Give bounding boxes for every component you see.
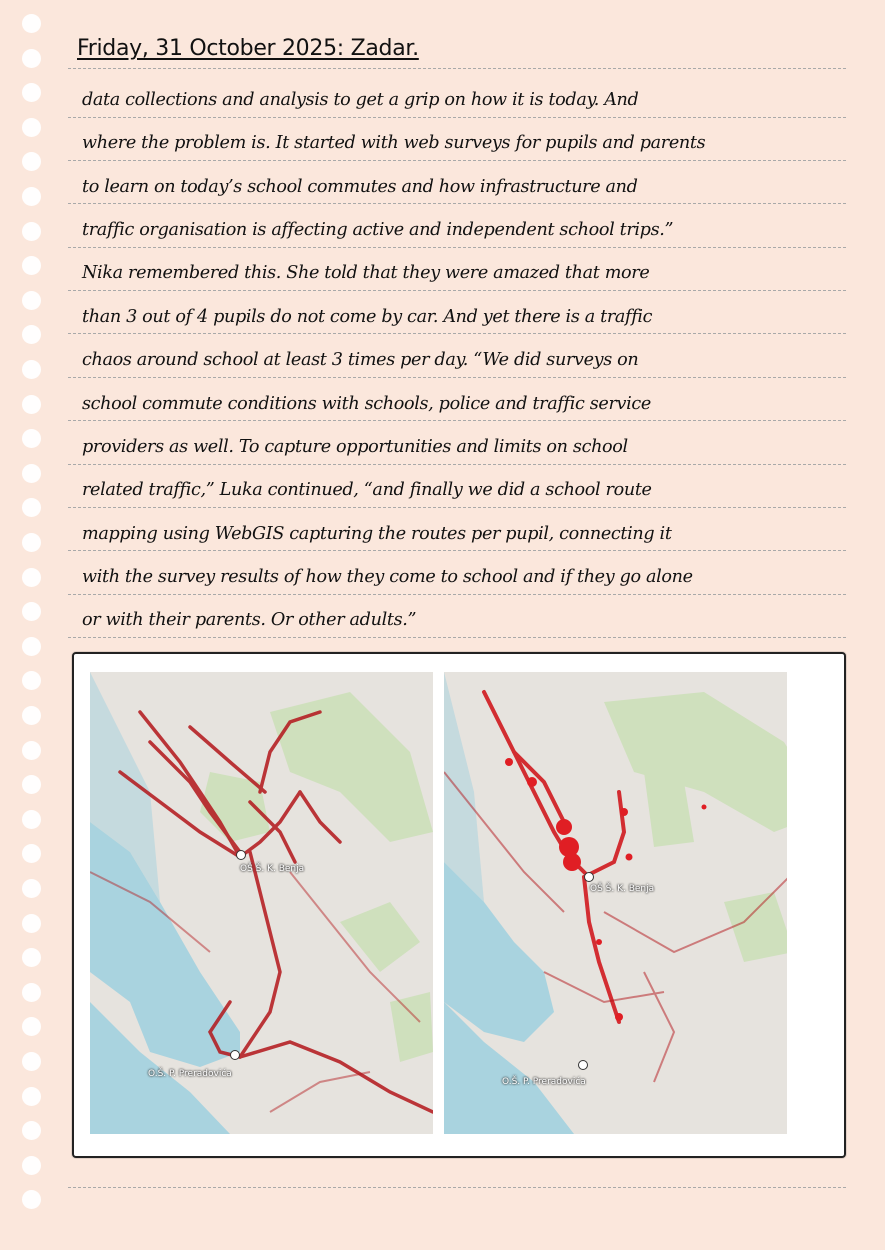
- school-pin: [230, 1050, 240, 1060]
- ruled-line: [68, 377, 846, 378]
- binder-hole: [22, 914, 41, 933]
- ruled-line: [68, 290, 846, 291]
- binder-hole: [22, 429, 41, 448]
- binder-hole: [22, 602, 41, 621]
- route-map-left: [90, 672, 433, 1134]
- ruled-line: [68, 160, 846, 161]
- text-line: providers as well. To capture opportunities and limits on school: [82, 437, 628, 457]
- ruled-line: [68, 507, 846, 508]
- ruled-line: [68, 117, 846, 118]
- binder-hole: [22, 464, 41, 483]
- school-pin: [236, 850, 246, 860]
- binder-hole: [22, 1156, 41, 1175]
- binder-hole: [22, 152, 41, 171]
- binder-holes: [22, 0, 44, 1250]
- text-line: to learn on today’s school commutes and how infrastructure and: [82, 177, 638, 197]
- binder-hole: [22, 498, 41, 517]
- ruled-line: [68, 333, 846, 334]
- ruled-line: [68, 247, 846, 248]
- binder-hole: [22, 14, 41, 33]
- binder-hole: [22, 741, 41, 760]
- ruled-line: [68, 594, 846, 595]
- binder-hole: [22, 568, 41, 587]
- text-line: related traffic,” Luka continued, “and finally we did a school route: [82, 480, 652, 500]
- text-line: data collections and analysis to get a grip on how it is today. And: [82, 90, 639, 110]
- text-line: mapping using WebGIS capturing the routes per pupil, connecting it: [82, 524, 672, 544]
- ruled-line: [68, 1187, 846, 1188]
- text-line: with the survey results of how they come to school and if they go alone: [82, 567, 693, 587]
- text-line: or with their parents. Or other adults.”: [82, 610, 417, 630]
- binder-hole: [22, 291, 41, 310]
- text-line: school commute conditions with schools, police and traffic service: [82, 394, 651, 414]
- school-label: OŠ Š. K. Benja: [240, 864, 305, 874]
- binder-hole: [22, 533, 41, 552]
- binder-hole: [22, 983, 41, 1002]
- binder-hole: [22, 671, 41, 690]
- text-line: than 3 out of 4 pupils do not come by car. And yet there is a traffic: [82, 307, 653, 327]
- binder-hole: [22, 948, 41, 967]
- binder-hole: [22, 1190, 41, 1209]
- school-label: O.Š. P. Preradovića: [148, 1069, 232, 1079]
- route-map-right: [444, 672, 787, 1134]
- binder-hole: [22, 83, 41, 102]
- binder-hole: [22, 637, 41, 656]
- binder-hole: [22, 1087, 41, 1106]
- binder-hole: [22, 395, 41, 414]
- ruled-line: [68, 68, 846, 69]
- binder-hole: [22, 325, 41, 344]
- binder-hole: [22, 256, 41, 275]
- binder-hole: [22, 810, 41, 829]
- binder-hole: [22, 775, 41, 794]
- binder-hole: [22, 879, 41, 898]
- ruled-line: [68, 637, 846, 638]
- ruled-line: [68, 464, 846, 465]
- ruled-line: [68, 203, 846, 204]
- binder-hole: [22, 1052, 41, 1071]
- text-line: traffic organisation is affecting active and independent school trips.”: [82, 220, 674, 240]
- binder-hole: [22, 706, 41, 725]
- text-line: Nika remembered this. She told that they were amazed that more: [82, 263, 650, 283]
- school-pin: [584, 872, 594, 882]
- binder-hole: [22, 49, 41, 68]
- binder-hole: [22, 360, 41, 379]
- school-label: OŠ Š. K. Benja: [590, 884, 655, 894]
- school-pin: [578, 1060, 588, 1070]
- school-label: O.Š. P. Preradovića: [502, 1077, 586, 1087]
- binder-hole: [22, 222, 41, 241]
- ruled-line: [68, 550, 846, 551]
- map-photo-frame: [72, 652, 846, 1158]
- binder-hole: [22, 844, 41, 863]
- binder-hole: [22, 1121, 41, 1140]
- text-line: chaos around school at least 3 times per day. “We did surveys on: [82, 350, 639, 370]
- text-line: where the problem is. It started with web surveys for pupils and parents: [82, 133, 706, 153]
- binder-hole: [22, 118, 41, 137]
- page-title: Friday, 31 October 2025: Zadar.: [77, 36, 419, 61]
- binder-hole: [22, 1017, 41, 1036]
- binder-hole: [22, 187, 41, 206]
- ruled-line: [68, 420, 846, 421]
